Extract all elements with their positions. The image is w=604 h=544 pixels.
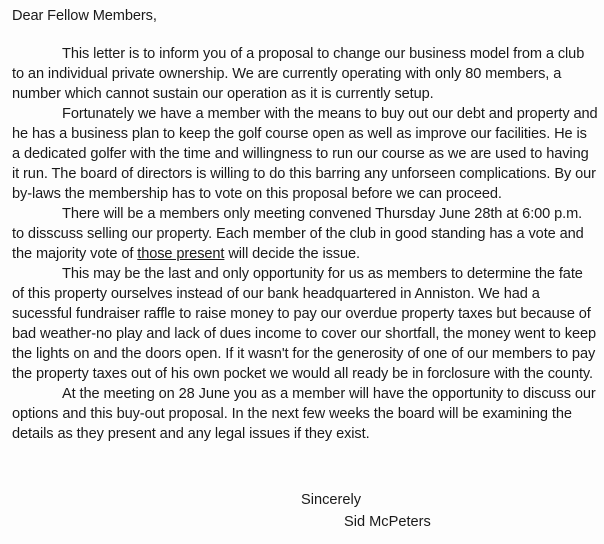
signature-name: Sid McPeters bbox=[344, 514, 431, 530]
meeting-text-end: will decide the issue. bbox=[224, 246, 360, 262]
paragraph-next-steps: At the meeting on 28 June you as a member will have the opportunity to discuss our options and this buy-out proposal. In the next few weeks the board will be examining the details as they present and any legal issues if they exist. bbox=[12, 386, 596, 442]
letter-body bbox=[12, 6, 598, 444]
paragraph-buyer: Fortunately we have a member with the means to buy out our debt and property and he has a business plan to keep the golf course open as well as improve our facilities. He is a dedicated golfer with the time and willingness to run our course as we are used to having it run. The board of directors is willing to do this barring any unforseen complications. By our by-laws the membership has to vote on this proposal before we can proceed. bbox=[12, 106, 598, 202]
salutation: Dear Fellow Members, bbox=[12, 8, 157, 24]
closing: Sincerely bbox=[301, 492, 362, 508]
meeting-text-start: There will be a members only meeting convened Thursday June 28th at 6:00 p.m. to disscuss selling our property. Each member of the club in good standing has a vote and the majority vote of bbox=[12, 206, 584, 262]
paragraph-proposal: This letter is to inform you of a proposal to change our business model from a club to an individual private ownership. We are currently operating with only 80 members, a number which cannot sustain our operation as it is currently setup. bbox=[12, 46, 585, 102]
paragraph-meeting bbox=[12, 204, 598, 264]
underlined-phrase: those present bbox=[137, 246, 225, 262]
paragraph-opportunity: This may be the last and only opportunity for us as members to determine the fate of this property ourselves instead of our bank headquartered in Anniston. We had a sucessful fundraiser raffle to raise money to pay our overdue property taxes but because of bad weather-no play and lack of dues income to cover our shortfall, the money went to keep the lights on and the doors open. If it wasn't for the generosity of one of our members to pay the property taxes out of his own pocket we would all ready be in forclosure with the county. bbox=[12, 266, 597, 382]
